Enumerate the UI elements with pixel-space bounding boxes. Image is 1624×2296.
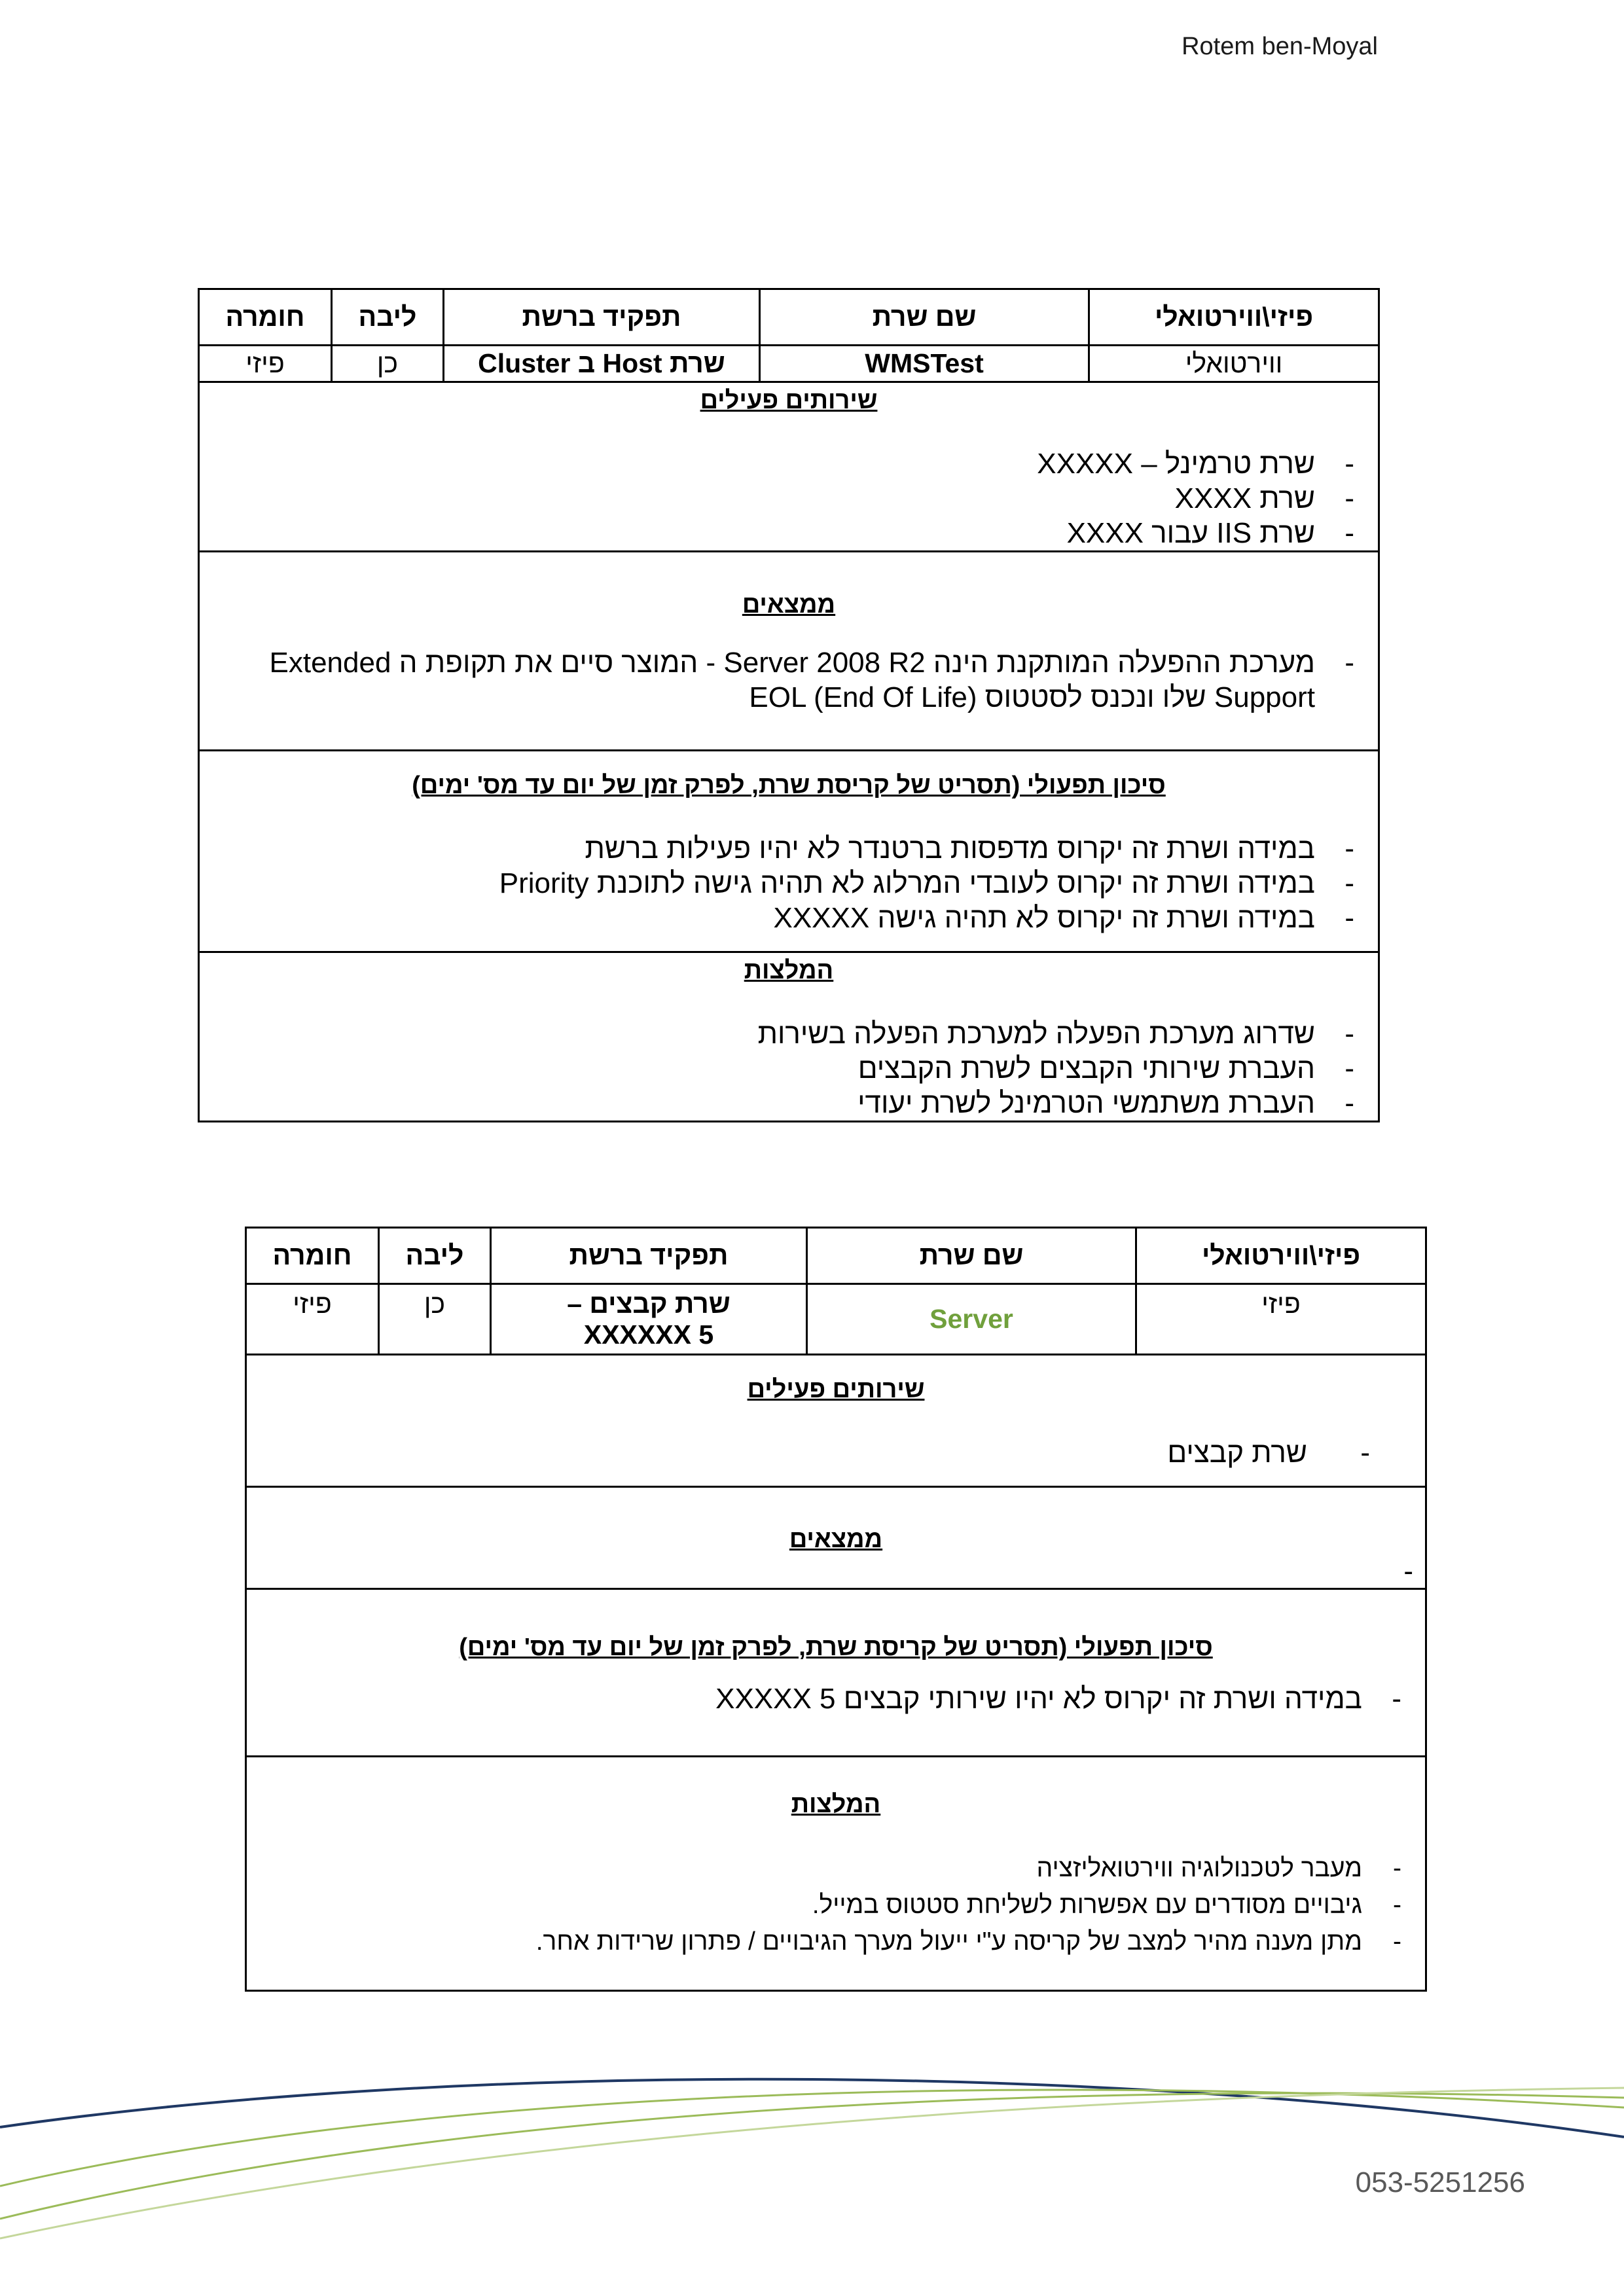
col-role-header: תפקיד ברשת <box>444 289 760 346</box>
list-item: - במידה ושרת זה יקרוס לא יהיו שירותי קבצים XXXXX 5 <box>715 1682 1401 1715</box>
section-title: ממצאים <box>789 1526 883 1553</box>
section-title: המלצות <box>791 1791 881 1818</box>
list-item: - מתן מענה מהיר למצב של קריסה ע"י ייעול מערך הגיבויים / פתרון שרידות אחר. <box>535 1928 1401 1956</box>
list-item: - העברת משתמשי הטרמינל לשרת יעודי <box>857 1087 1354 1119</box>
col-name-header: שם שרת <box>807 1228 1136 1284</box>
header-row <box>246 1228 1426 1284</box>
section-findings: ממצאים - <box>246 1487 1426 1589</box>
value-row <box>199 346 1379 382</box>
list-item: - שדרוג מערכת הפעלה למערכת הפעלה בשירות <box>757 1018 1354 1050</box>
list-item: - שרת IIS עבור XXXX <box>1066 517 1354 549</box>
col-hardware-header: חומרה <box>246 1228 379 1284</box>
section-list <box>200 645 1378 715</box>
section-list <box>247 1435 1425 1470</box>
section-title: ממצאים <box>742 591 836 619</box>
section-recommendations <box>199 952 1379 1122</box>
list-item: - העברת שירותי הקבצים לשרת הקבצים <box>857 1052 1354 1085</box>
section-title: שירותים פעילים <box>747 1375 925 1403</box>
col-hardware-header: חומרה <box>199 289 332 346</box>
server-core: כן <box>379 1284 491 1355</box>
list-item: - גיבויים מסודרים עם אפשרות לשליחת סטטוס במייל. <box>812 1891 1401 1919</box>
section-operational-risk <box>246 1589 1426 1757</box>
col-role-header: תפקיד ברשת <box>491 1228 807 1284</box>
list-item: - שרת קבצים <box>1167 1436 1370 1469</box>
server-table-1 <box>198 288 1380 1122</box>
list-item: - מערכת ההפעלה המותקנת הינה Server 2008 R2 - המוצר סיים את תקופת ה Extended Support שלו ונכנס לסטטוס EOL (End Of Life) <box>269 647 1354 713</box>
server-role: שרת Host ב Cluster <box>444 346 760 382</box>
section-list <box>200 446 1378 550</box>
col-name-header: שם שרת <box>760 289 1089 346</box>
section-title: שירותים פעילים <box>700 387 878 414</box>
section-title: המלצות <box>744 957 834 984</box>
server-name: Server <box>807 1284 1136 1355</box>
server-type: פיזי <box>1136 1284 1426 1355</box>
section-active-services <box>199 382 1379 552</box>
list-item: - במידה ושרת זה יקרוס מדפסות ברטנדר לא יהיו פעילות ברשת <box>585 832 1354 865</box>
server-core: כן <box>332 346 444 382</box>
server-hardware: פיזי <box>199 346 332 382</box>
col-core-header: ליבה <box>379 1228 491 1284</box>
section-list <box>247 1681 1425 1716</box>
section-findings <box>199 552 1379 751</box>
list-item: - שרת טרמינל – XXXXX <box>1037 448 1354 480</box>
list-item: - מעבר לטכנולוגיה ווירטואליזציה <box>1036 1854 1401 1882</box>
server-hardware: פיזי <box>246 1284 379 1355</box>
author-name: Rotem ben-Moyal <box>1182 33 1378 60</box>
list-item: - שרת XXXX <box>1174 482 1354 514</box>
server-type: ווירטואלי <box>1089 346 1379 382</box>
col-core-header: ליבה <box>332 289 444 346</box>
list-item: - במידה ושרת זה יקרוס לא תהיה גישה XXXXX <box>773 901 1354 934</box>
section-list <box>200 1016 1378 1121</box>
section-title: סיכון תפעולי (תסריט של קריסת שרת, לפרק זמן של יום עד מס' ימים) <box>412 771 1166 799</box>
value-row <box>246 1284 1426 1355</box>
section-list <box>247 1850 1425 1960</box>
section-title: סיכון תפעולי (תסריט של קריסת שרת, לפרק זמן של יום עד מס' ימים) <box>459 1633 1213 1661</box>
list-item: - במידה ושרת זה יקרוס לעובדי המרלוג לא תהיה גישה לתוכנת Priority <box>499 867 1354 899</box>
server-table-2 <box>245 1227 1427 1992</box>
section-list <box>200 831 1378 935</box>
section-operational-risk <box>199 751 1379 952</box>
section-recommendations <box>246 1757 1426 1991</box>
phone-number: 053-5251256 <box>1355 2166 1525 2198</box>
col-type-header: פיזי\ווירטואלי <box>1136 1228 1426 1284</box>
server-name: WMSTest <box>760 346 1089 382</box>
section-active-services <box>246 1355 1426 1487</box>
header-row <box>199 289 1379 346</box>
server-role: שרת קבצים – XXXXXX 5 <box>491 1284 807 1355</box>
col-type-header: פיזי\ווירטואלי <box>1089 289 1379 346</box>
